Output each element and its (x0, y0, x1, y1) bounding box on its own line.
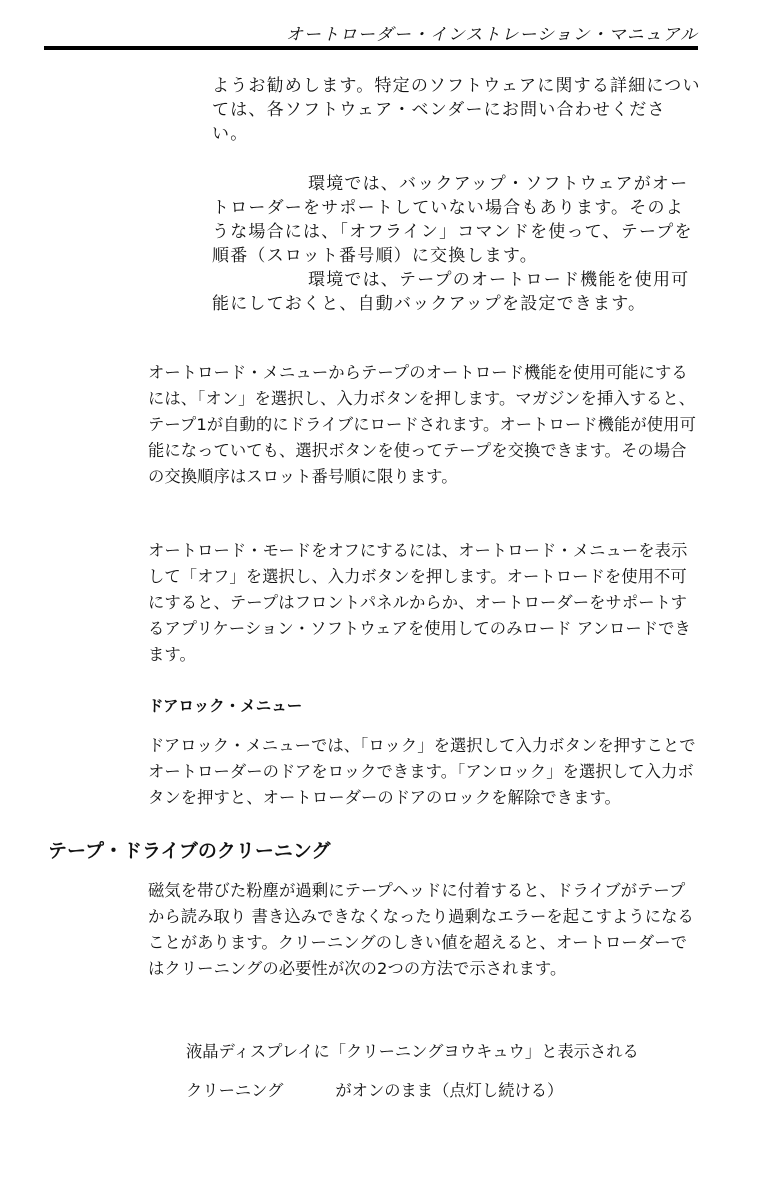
autoload-on-paragraph: オートロード・メニューからテープのオートロード機能を使用可能にするには、「オン」を選択し、入力ボタンを押します。マガジンを挿入すると、テープ1が自動的にドライブにロードされます。オートロード機能が使用可能になっていても、選択ボタンを使ってテープを交換できます。その場合の交換順序はスロット番号順に限ります。 (148, 363, 696, 486)
cleaning-section-heading: テープ・ドライブのクリーニング (48, 840, 331, 862)
autoload-off-paragraph: オートロード・モードをオフにするには、オートロード・メニューを表示して「オフ」を選択し、入力ボタンを押します。オートロードを使用不可にすると、テープはフロントパネルからか、オートローダーをサポートするアプリケーション・ソフトウェアを使用してのみロード アンロードできます。 (148, 541, 691, 664)
door-lock-paragraph: ドアロック・メニューでは、「ロック」を選択して入力ボタンを押すことでオートローダーのドアをロックできます。「アンロック」を選択して入力ボタンを押すと、オートローダーのドアのロックを解除できます。 (148, 736, 696, 807)
note-paragraph-2-part-1: 環境では、バックアップ・ソフトウェアがオートローダーをサポートしていない場合もあります。そのような場合には、「オフライン」コマンドを使って、テープを順番（スロット番号順）に交換します。 (212, 174, 693, 266)
cleaning-indicator-item-2 (186, 1077, 563, 1101)
cleaning-paragraph: 磁気を帯びた粉塵が過剰にテープヘッドに付着すると、ドライブがテープから読み取り 書き込みできなくなったり過剰なエラーを起こすようになることがあります。クリーニングのしきい値を超えると、オートローダーではクリーニングの必要性が次の2つの方法で示されます。 (148, 881, 694, 978)
door-lock-heading: ドアロック・メニュー (148, 697, 303, 715)
note-block-environment (212, 172, 702, 316)
note-paragraph-1: ようお勧めします。特定のソフトウェアに関する詳細については、各ソフトウェア・ベンダーにお問い合わせください。 (212, 76, 701, 144)
header-rule (44, 46, 698, 50)
cleaning-indicator-label: クリーニング (186, 1081, 284, 1100)
cleaning-indicator-item-1: 液晶ディスプレイに「クリーニングヨウキュウ」と表示される (186, 1042, 639, 1061)
cleaning-indicator-text: がオンのまま（点灯し続ける） (335, 1081, 564, 1100)
note-block (212, 74, 702, 146)
running-header-title: オートローダー・インストレーション・マニュアル (285, 25, 698, 45)
note-paragraph-2-part-2: 環境では、テープのオートロード機能を使用可能にしておくと、自動バックアップを設定できます。 (212, 270, 690, 314)
